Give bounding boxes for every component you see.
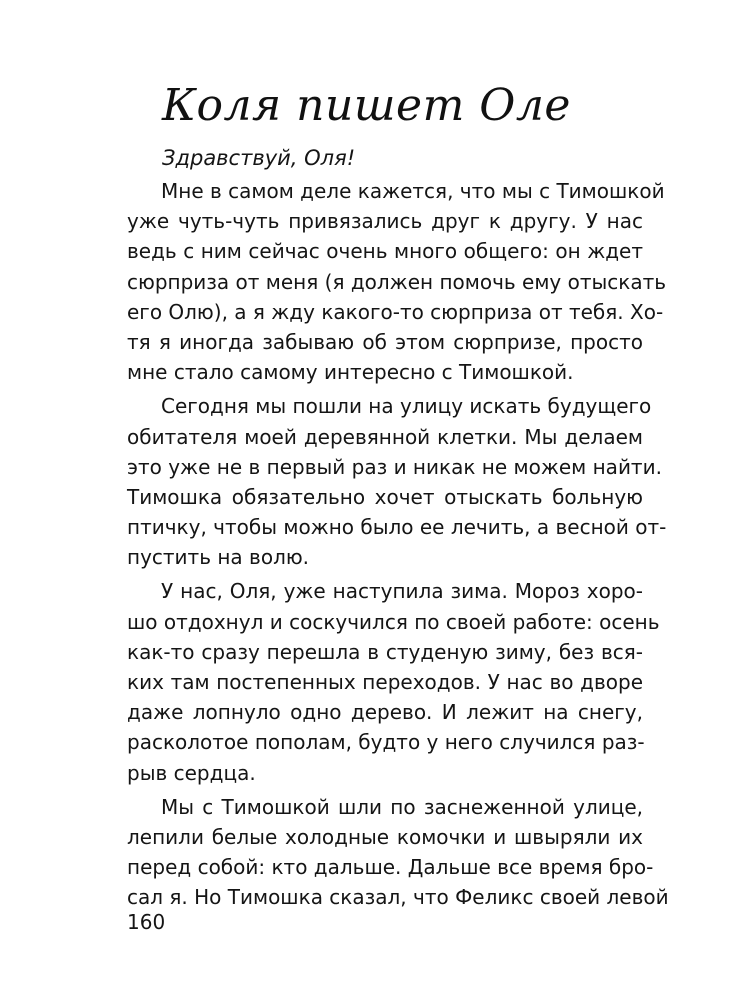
text-line: перед собой: кто дальше. Дальше все время бро-: [127, 855, 654, 880]
paragraph-4: [127, 792, 669, 913]
text-line: даже лопнуло одно дерево. И лежит на снегу,: [127, 700, 643, 725]
letter-greeting: Здравствуй, Оля!: [162, 146, 356, 170]
text-line: Мне в самом деле кажется, что мы с Тимошкой: [161, 179, 665, 203]
text-line: птичку, чтобы можно было ее лечить, а весной от-: [127, 515, 667, 540]
text-line: сюрприза от меня (я должен помочь ему отыскать: [127, 269, 667, 294]
chapter-title: Коля пишет Оле: [162, 80, 571, 131]
letter-body: [127, 176, 669, 917]
text-line: лепили белые холодные комочки и швыряли их: [127, 824, 643, 849]
text-line: рыв сердца.: [127, 760, 256, 785]
text-line: У нас, Оля, уже наступила зима. Мороз хоро-: [161, 579, 643, 604]
page-number: 160: [127, 910, 166, 934]
text-line: Мы с Тимошкой шли по заснеженной улице,: [161, 794, 643, 819]
paragraph-1: [127, 176, 667, 387]
paragraph-3: [127, 576, 660, 787]
text-line: Тимошка обязательно хочет отыскать больную: [127, 484, 643, 509]
text-line: расколотое пополам, будто у него случился раз-: [127, 730, 645, 755]
text-line: тя я иногда забываю об этом сюрпризе, просто: [127, 329, 643, 354]
text-line: мне стало самому интересно с Тимошкой.: [127, 360, 574, 385]
text-line: как-то сразу перешла в студеную зиму, без вся-: [127, 639, 643, 664]
text-line: ких там постепенных переходов. У нас во дворе: [127, 670, 643, 694]
text-line: ведь с ним сейчас очень много общего: он ждет: [127, 239, 643, 264]
text-line: Сегодня мы пошли на улицу искать будущего: [161, 394, 652, 419]
text-line: сал я. Но Тимошка сказал, что Феликс своей левой: [127, 885, 669, 910]
text-line: это уже не в первый раз и никак не можем найти.: [127, 454, 662, 479]
paragraph-2: [127, 391, 667, 572]
text-line: уже чуть-чуть привязались друг к другу. У нас: [127, 209, 643, 234]
text-line: пустить на волю.: [127, 545, 310, 570]
text-line: шо отдохнул и соскучился по своей работе: осень: [127, 609, 660, 634]
text-line: обитателя моей деревянной клетки. Мы делаем: [127, 424, 643, 449]
text-line: его Олю), а я жду какого-то сюрприза от тебя. Хо-: [127, 299, 664, 324]
